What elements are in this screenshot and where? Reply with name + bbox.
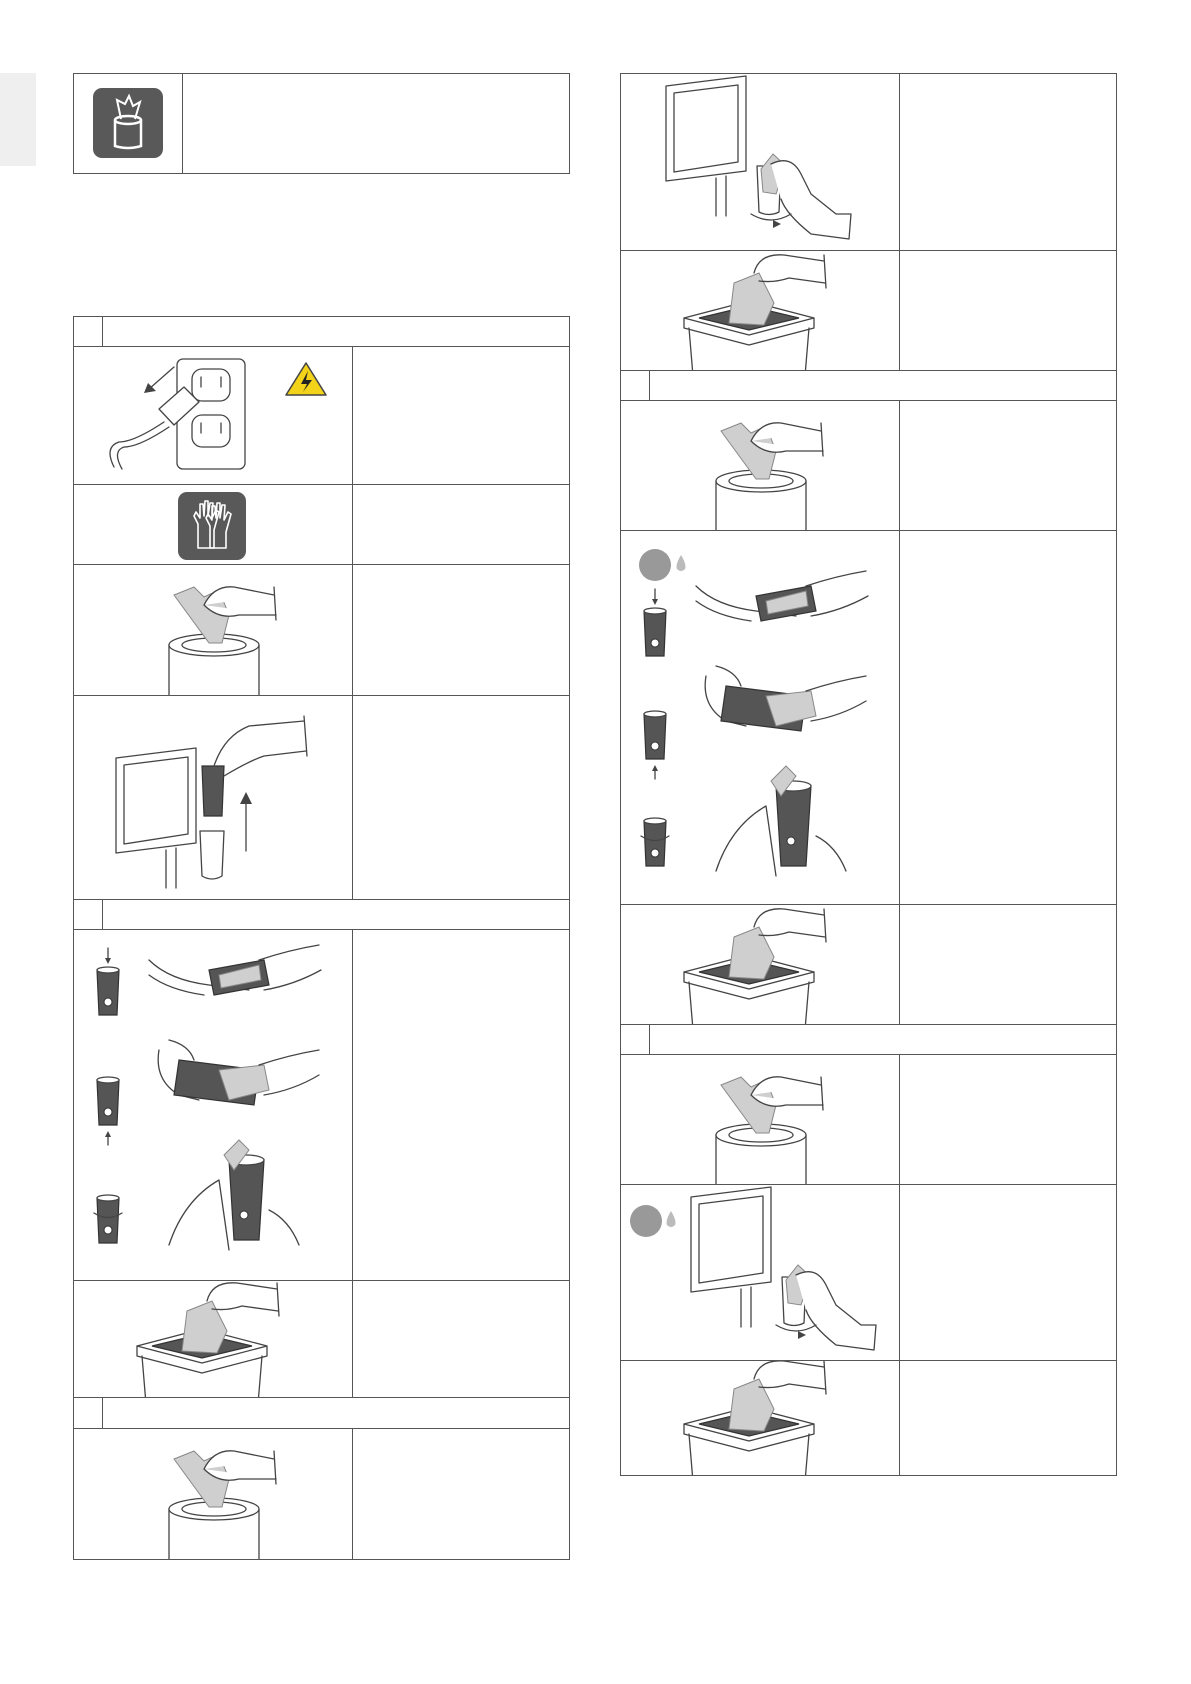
wipe-holder-wet-illustration xyxy=(621,1185,899,1360)
dispose-wipe-illustration xyxy=(74,1281,352,1397)
dispose-wipe-illustration xyxy=(621,1361,899,1475)
header-divider xyxy=(182,73,183,174)
gloves-icon xyxy=(178,492,246,560)
side-tab xyxy=(0,73,36,166)
dispose-wipe-illustration xyxy=(621,905,899,1024)
water-drop-icon xyxy=(639,549,671,581)
wipe-cup-sequence-illustration xyxy=(74,930,352,1280)
water-drop-icon xyxy=(630,1205,662,1237)
dispose-wipe-illustration xyxy=(621,251,899,370)
take-wipe-illustration xyxy=(74,1429,352,1559)
section-header-rule xyxy=(620,370,1117,371)
section-header-rule xyxy=(620,1024,1117,1025)
right-column-divider xyxy=(899,1054,900,1476)
unplug-illustration xyxy=(74,347,352,484)
section-number-divider xyxy=(649,1024,650,1054)
wipes-container-icon xyxy=(93,88,163,158)
left-column-divider xyxy=(352,346,353,899)
section-header-rule xyxy=(73,899,570,900)
lift-cup-illustration xyxy=(74,696,352,899)
wipe-holder-illustration xyxy=(621,74,899,250)
section-header-rule xyxy=(73,1397,570,1398)
right-column-divider xyxy=(899,73,900,370)
section-number-divider xyxy=(102,899,103,929)
row-rule xyxy=(73,484,570,485)
wipe-cup-sequence-wet-illustration xyxy=(621,531,899,904)
section-number-divider xyxy=(102,1397,103,1428)
left-column-divider xyxy=(352,1428,353,1560)
take-wipe-illustration xyxy=(621,401,899,530)
section-number-divider xyxy=(102,316,103,346)
take-wipe-illustration xyxy=(621,1055,899,1184)
right-column-divider xyxy=(899,400,900,1024)
left-column-divider xyxy=(352,929,353,1397)
take-wipe-illustration xyxy=(74,565,352,695)
section-number-divider xyxy=(649,370,650,400)
